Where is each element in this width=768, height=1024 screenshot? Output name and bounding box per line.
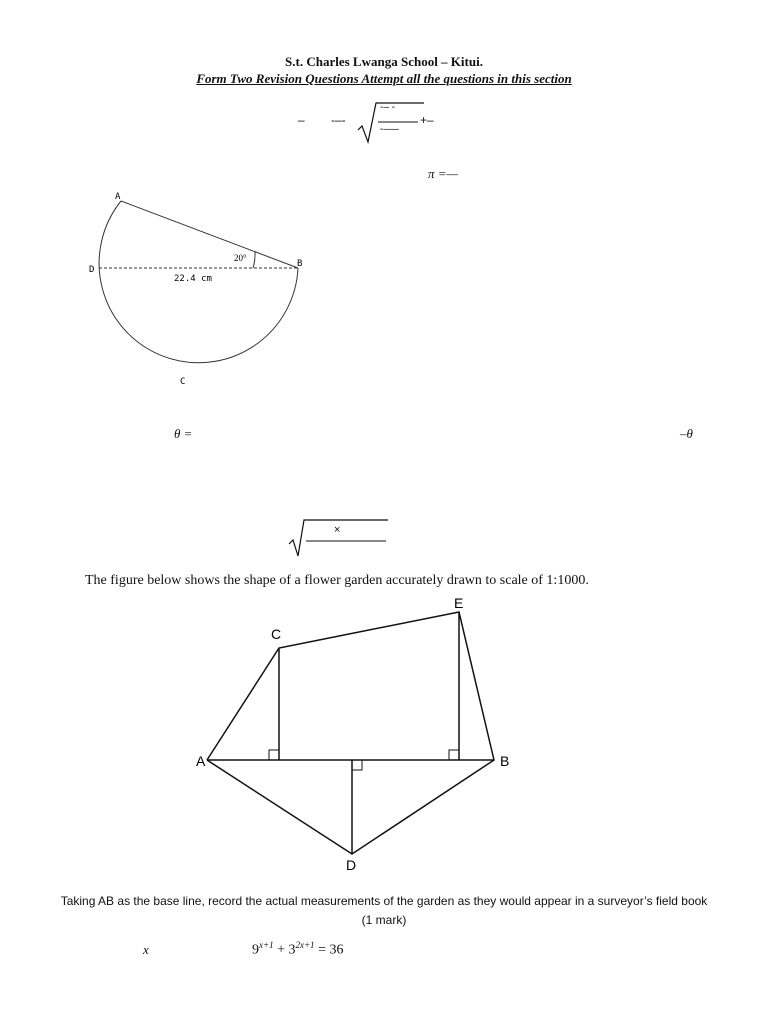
equation-rhs: = 36 [314,942,344,958]
variable-x: x [143,942,149,957]
circle-label-b: B [297,259,303,269]
field-book-instruction: Taking AB as the base line, record the actual measurements of the garden as they would appear in a surveyor’s field book [60,894,708,908]
circle-label-d: D [89,265,95,275]
angle-label: 20° [234,253,247,263]
equation-exponent-one: x+1 [259,940,274,950]
equation-plus: + [273,942,289,958]
formula-dash: – [298,113,305,127]
mark-allocation: (1 mark) [361,913,407,927]
radical-denominator: -–— [380,124,399,135]
formula-plus-term: +– [420,113,434,127]
garden-label-c: C [271,626,282,642]
circle-label-c: C [180,377,186,387]
circle-label-a: A [115,192,121,202]
equation-base-three: 3 [288,942,296,958]
pi-expression: π =— [428,166,459,181]
equation-exponent-two: 2x+1 [295,940,315,950]
garden-label-e: E [454,595,464,611]
circle-segment-figure [84,186,314,392]
length-label: 22.4 cm [174,274,212,284]
flower-garden-figure [190,592,520,882]
equation-base-nine: 9 [252,942,259,958]
theta-equals: θ = [174,426,193,441]
radical-numerator: -– - [380,102,395,113]
school-title: S.t. Charles Lwanga School – Kitui. [285,54,483,69]
garden-label-b: B [500,753,510,769]
times-symbol: × [334,524,341,536]
garden-label-a: A [196,753,206,769]
square-root-icon [286,514,392,560]
minus-theta: –θ [680,426,693,441]
exponent-equation [252,940,343,959]
formula-lead-dashes: -–- [331,113,346,127]
revision-subtitle: Form Two Revision Questions Attempt all the questions in this section [196,71,572,86]
garden-label-d: D [346,857,357,873]
garden-intro: The figure below shows the shape of a flower garden accurately drawn to scale of 1:1000. [85,573,589,588]
